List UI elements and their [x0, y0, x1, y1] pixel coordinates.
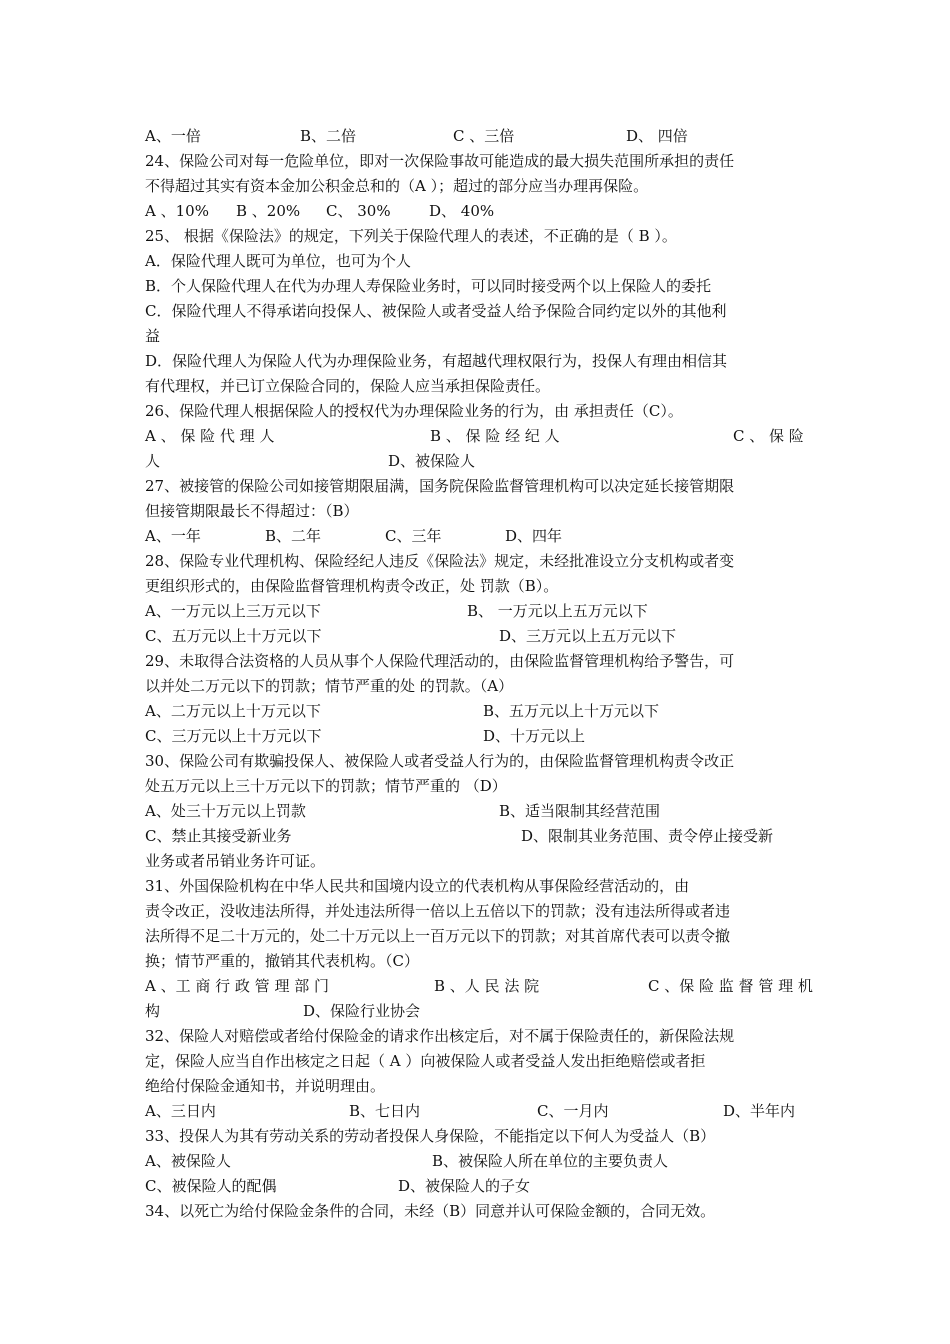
q30-option-a: A、处三十万元以上罚款 — [145, 802, 306, 820]
q29-question-line-2: 以并处二万元以下的罚款；情节严重的处 的罚款。（A） — [145, 677, 514, 695]
q24-option-c: C、 30% — [326, 202, 391, 220]
q26-options-row-1 — [145, 424, 810, 449]
q27-option-a: A、一年 — [145, 527, 201, 545]
q34-question: 34、以死亡为给付保险金条件的合同，未经（B）同意并认可保险金额的，合同无效。 — [145, 1202, 716, 1220]
q29-option-c: C、三万元以上十万元以下 — [145, 727, 322, 745]
q31-option-b: B 、人 民 法 院 — [434, 977, 540, 995]
q27-question-line-2: 但接管期限最长不得超过：（B） — [145, 502, 359, 520]
q28-question-line-2: 更组织形式的，由保险监督管理机构责令改正，处 罚款（B）。 — [145, 577, 559, 595]
q25-option-b: B．个人保险代理人在代为办理人寿保险业务时，可以同时接受两个以上保险人的委托 — [145, 277, 712, 295]
q33-option-d: D、被保险人的子女 — [398, 1177, 531, 1195]
q31-option-c: C 、保 险 监 督 管 理 机 — [648, 977, 813, 995]
q29-options-row-1 — [145, 699, 810, 724]
q30-option-d: D、限制其业务范围、责令停止接受新 — [521, 827, 774, 845]
q30-options-row-2 — [145, 824, 810, 849]
q33-option-b: B、被保险人所在单位的主要负责人 — [432, 1152, 669, 1170]
q30-options-row-1 — [145, 799, 810, 824]
q31-question-line-3: 法所得不足二十万元的，处二十万元以上一百万元以下的罚款；对其首席代表可以责令撤 — [145, 927, 731, 945]
q33-option-a: A、被保险人 — [145, 1152, 231, 1170]
q26-option-d: D、被保险人 — [388, 452, 476, 470]
q33-options-row-2 — [145, 1174, 810, 1199]
q23-option-d: D、 四倍 — [626, 127, 688, 145]
q32-question-line-3: 绝给付保险金通知书，并说明理由。 — [145, 1077, 386, 1095]
q28-option-d: D、三万元以上五万元以下 — [499, 627, 677, 645]
q31-question-line-1: 31、外国保险机构在中华人民共和国境内设立的代表机构从事保险经营活动的，由 — [145, 877, 690, 895]
q28-options-row-2 — [145, 624, 810, 649]
q33-question: 33、投保人为其有劳动关系的劳动者投保人身保险，不能指定以下何人为受益人（B） — [145, 1127, 716, 1145]
q28-question-line-1: 28、保险专业代理机构、保险经纪人违反《保险法》规定，未经批准设立分支机构或者变 — [145, 552, 735, 570]
q32-question-line-1: 32、保险人对赔偿或者给付保险金的请求作出核定后，对不属于保险责任的，新保险法规 — [145, 1027, 735, 1045]
q26-option-b: B 、 保 险 经 纪 人 — [430, 427, 560, 445]
q23-option-c: C 、三倍 — [453, 127, 515, 145]
document-page — [145, 124, 813, 1224]
q31-options-row-1 — [145, 974, 813, 999]
q24-option-d: D、 40% — [429, 202, 495, 220]
q29-option-b: B、五万元以上十万元以下 — [483, 702, 660, 720]
q30-question-line-1: 30、保险公司有欺骗投保人、被保险人或者受益人行为的，由保险监督管理机构责令改正 — [145, 752, 735, 770]
q27-question-line-1: 27、被接管的保险公司如接管期限届满，国务院保险监督管理机构可以决定延长接管期限 — [145, 477, 735, 495]
q26-options-row-2 — [145, 449, 810, 474]
q25-option-d: D．保险代理人为保险人代为办理保险业务，有超越代理权限行为，投保人有理由相信其 — [145, 352, 728, 370]
q29-options-row-2 — [145, 724, 810, 749]
q27-options — [145, 524, 810, 549]
q31-option-c-cont: 构 — [145, 1002, 161, 1020]
q26-question: 26、保险代理人根据保险人的授权代为办理保险业务的行为，由 承担责任（C）。 — [145, 402, 683, 420]
q24-options — [145, 199, 810, 224]
q31-options-row-2 — [145, 999, 810, 1024]
q26-option-c: C 、 保 险 — [733, 427, 804, 445]
q23-options — [145, 124, 810, 149]
q32-option-d: D、半年内 — [723, 1102, 796, 1120]
q25-option-d-cont: 有代理权，并已订立保险合同的，保险人应当承担保险责任。 — [145, 377, 551, 395]
q33-option-c: C、被保险人的配偶 — [145, 1177, 277, 1195]
q31-option-d: D、保险行业协会 — [303, 1002, 421, 1020]
q31-option-a: A 、工 商 行 政 管 理 部 门 — [145, 977, 329, 995]
q30-question-line-2: 处五万元以上三十万元以下的罚款；情节严重的 （D） — [145, 777, 507, 795]
q29-option-a: A、二万元以上十万元以下 — [145, 702, 321, 720]
q25-option-c: C．保险代理人不得承诺向投保人、被保险人或者受益人给予保险合同约定以外的其他利 — [145, 302, 727, 320]
q25-question: 25、 根据《保险法》的规定，下列关于保险代理人的表述，不正确的是（ B ）。 — [145, 227, 677, 245]
q31-question-line-2: 责令改正，没收违法所得，并处违法所得一倍以上五倍以下的罚款；没有违法所得或者违 — [145, 902, 731, 920]
q28-option-a: A、一万元以上三万元以下 — [145, 602, 321, 620]
q25-option-c-cont: 益 — [145, 327, 161, 345]
q29-option-d: D、十万元以上 — [483, 727, 586, 745]
q23-option-b: B、二倍 — [300, 127, 357, 145]
q26-option-c-cont: 人 — [145, 452, 161, 470]
q31-question-line-4: 换；情节严重的，撤销其代表机构。（C） — [145, 952, 419, 970]
q24-question-line-2: 不得超过其实有资本金加公积金总和的（A ）；超过的部分应当办理再保险。 — [145, 177, 649, 195]
q30-option-c: C、禁止其接受新业务 — [145, 827, 292, 845]
q27-option-c: C、三年 — [385, 527, 442, 545]
q24-option-a: A 、10% — [145, 202, 209, 220]
q32-question-line-2: 定，保险人应当自作出核定之日起（ A ）向被保险人或者受益人发出拒绝赔偿或者拒 — [145, 1052, 706, 1070]
q23-option-a: A、一倍 — [145, 127, 201, 145]
q24-option-b: B 、20% — [236, 202, 301, 220]
q27-option-d: D、四年 — [505, 527, 563, 545]
q26-option-a: A 、 保 险 代 理 人 — [145, 427, 275, 445]
q32-option-c: C、一月内 — [537, 1102, 609, 1120]
q30-option-b: B、适当限制其经营范围 — [499, 802, 661, 820]
q32-options — [145, 1099, 810, 1124]
q29-question-line-1: 29、未取得合法资格的人员从事个人保险代理活动的，由保险监督管理机构给予警告，可 — [145, 652, 735, 670]
q24-question-line-1: 24、保险公司对每一危险单位，即对一次保险事故可能造成的最大损失范围所承担的责任 — [145, 152, 735, 170]
q33-options-row-1 — [145, 1149, 810, 1174]
q28-option-b: B、 一万元以上五万元以下 — [467, 602, 648, 620]
q30-option-d-cont: 业务或者吊销业务许可证。 — [145, 852, 326, 870]
q27-option-b: B、二年 — [265, 527, 322, 545]
q32-option-a: A、三日内 — [145, 1102, 216, 1120]
q28-options-row-1 — [145, 599, 810, 624]
q25-option-a: A．保险代理人既可为单位，也可为个人 — [145, 252, 411, 270]
q28-option-c: C、五万元以上十万元以下 — [145, 627, 322, 645]
q32-option-b: B、七日内 — [349, 1102, 421, 1120]
